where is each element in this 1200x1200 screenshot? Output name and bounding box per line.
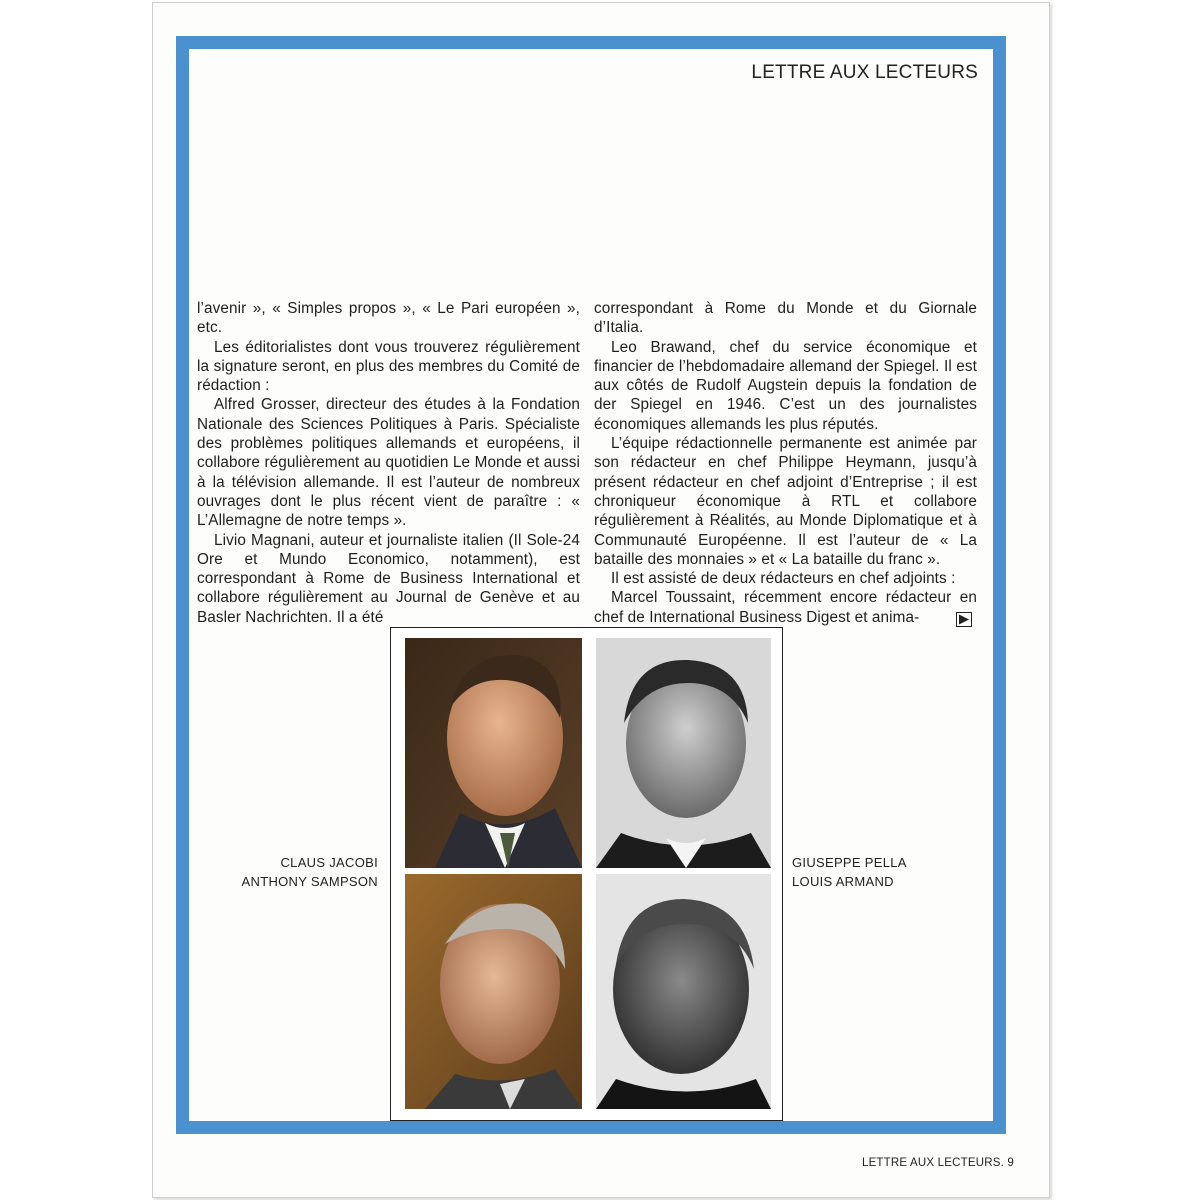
portrait-photo-bottom-right — [596, 874, 771, 1109]
paragraph: Il est assisté de deux rédacteurs en chef adjoints : — [611, 570, 956, 588]
caption-name: ANTHONY SAMPSON — [241, 874, 378, 889]
paragraph: l’avenir », « Simples propos », « Le Pari européen », etc. — [197, 300, 580, 337]
page-footer: LETTRE AUX LECTEURS. 9 — [861, 1157, 1014, 1169]
text-column-left — [197, 299, 580, 627]
caption-name: LOUIS ARMAND — [792, 874, 894, 889]
portrait-photo-bottom-left — [405, 874, 582, 1109]
continue-arrow-icon — [956, 612, 972, 627]
paragraph: Les éditorialistes dont vous trouverez régulièrement la signature seront, en plus des membres du Comité de rédaction : — [197, 338, 580, 395]
portrait-photo-top-left — [405, 638, 582, 868]
text-column-right — [594, 299, 977, 627]
paragraph: Marcel Toussaint, récemment encore rédacteur en chef de International Business Digest et anima- — [594, 589, 977, 626]
paragraph: L’équipe rédactionnelle permanente est animée par son rédacteur en chef Philippe Heymann, jusqu’à présent rédacteur en chef adjoint d’Entreprise ; il est chroniqueur économique à RTL et collabore régulièrement à Réalités, au Monde Diplomatique et à Communauté Européenne. Il est l’auteur de « La bataille des monnaies » et « La bataille du franc ». — [594, 435, 977, 568]
paragraph: Livio Magnani, auteur et journaliste italien (Il Sole-24 Ore et Mundo Economico, notamment), est correspondant à Rome de Business International et collabore régulièrement au Journal de Genève et au Basler Nachrichten. Il a été — [197, 531, 580, 626]
caption-left — [200, 853, 378, 891]
portrait-grid — [390, 627, 783, 1121]
paragraph: correspondant à Rome du Monde et du Giornale d’Italia. — [594, 300, 977, 337]
page-header-title: LETTRE AUX LECTEURS — [751, 62, 978, 83]
paragraph: Leo Brawand, chef du service économique et financier de l’hebdomadaire allemand der Spiegel. Il est aux côtés de Rudolf Augstein depuis la fondation de der Spiegel en 1946. C’est un des journalistes économiques allemands les plus réputés. — [594, 338, 977, 433]
caption-name: CLAUS JACOBI — [280, 855, 378, 870]
paragraph: Alfred Grosser, directeur des études à la Fondation Nationale des Sciences Politiques à Paris. Spécialiste des problèmes politiques allemands et européens, il collabore régulièrement au quotidien Le Monde et aussi à la télévision allemande. Il est l’auteur de nombreux ouvrages dont le plus récent vient de paraître : « L’Allemagne de notre temps ». — [197, 396, 580, 530]
caption-right — [792, 853, 907, 891]
caption-name: GIUSEPPE PELLA — [792, 855, 907, 870]
portrait-photo-top-right — [596, 638, 771, 868]
